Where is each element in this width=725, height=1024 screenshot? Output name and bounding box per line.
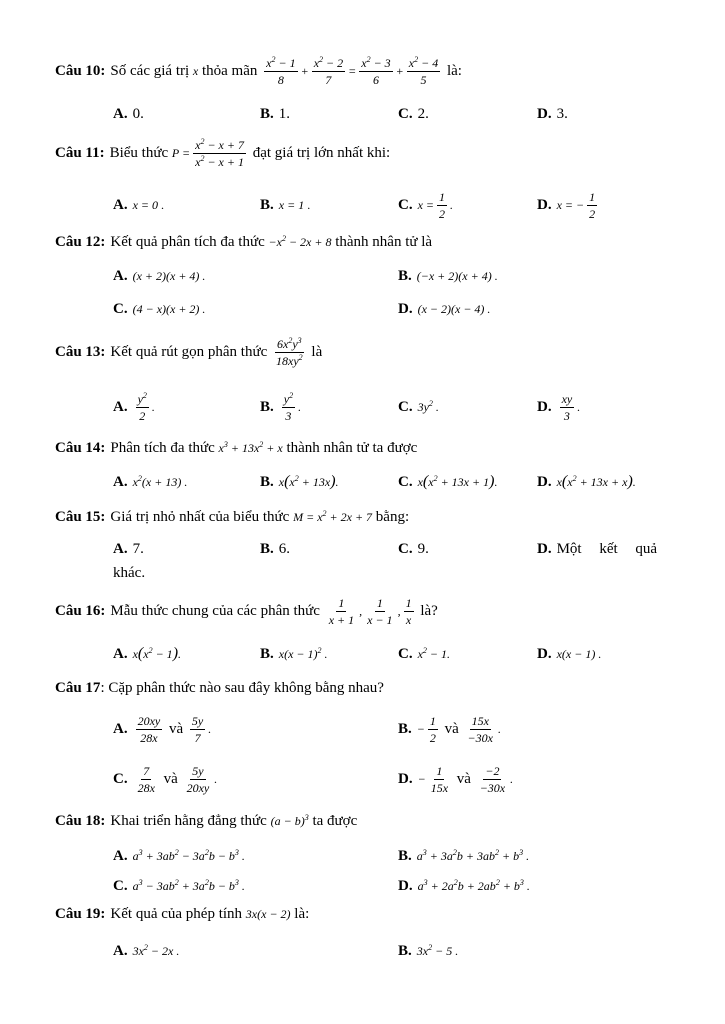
question-label: Câu 17 (55, 680, 101, 696)
option-a[interactable]: A. $a^3 + 3ab^2 - 3a^2b - b^3$ . (113, 847, 245, 864)
option-b[interactable]: B. $x(x^2 + 13x)$. (260, 473, 339, 490)
question-text: Phân tích đa thức (110, 440, 215, 456)
question-text: Mẫu thức chung của các phân thức (110, 603, 320, 619)
question-text: Biểu thức (109, 145, 169, 161)
question-text: là: (446, 63, 462, 79)
question-text: đạt giá trị lớn nhất khi: (252, 145, 391, 161)
option-b[interactable]: B. $\frac{y^2}{3}$ . (260, 390, 302, 423)
option-d[interactable]: D. − $\frac{1}{15x}$ và $\frac{-2}{-30x}$ . (398, 763, 514, 795)
math-variable: x (192, 64, 199, 78)
option-b[interactable]: B. (−x + 2)(x + 4) . (398, 267, 498, 284)
question-14 (55, 440, 695, 457)
question-label: Câu 15: (55, 509, 106, 525)
option-d[interactable]: D. Một kết quả (537, 540, 658, 557)
options-row (113, 265, 695, 287)
option-c[interactable]: C. 2. (398, 105, 429, 122)
option-a[interactable]: A. x = 0 . (113, 196, 165, 213)
question-15 (55, 509, 695, 526)
question-text: là (311, 344, 323, 360)
option-c[interactable]: C. $\frac{7}{28x}$ và $\frac{5y}{20xy}$ . (113, 763, 218, 795)
math-fraction: $\frac{x^2 - 2}{7}$ (313, 55, 344, 87)
options-row (113, 845, 695, 867)
question-label: Câu 19: (55, 906, 106, 922)
option-a[interactable]: A. $\frac{y^2}{2}$ . (113, 390, 155, 423)
math-fraction: $\frac{1}{x - 1}$ (367, 596, 393, 627)
math-fraction: $\frac{x^2 - 1}{8}$ (266, 55, 296, 87)
option-c[interactable]: C. $3y^2$ . (398, 398, 439, 415)
question-text: Kết quả phân tích đa thức (110, 234, 265, 250)
math-fraction: $\frac{1}{x}$ (405, 596, 412, 627)
math-fraction: $\frac{x^2 - x + 7}{x^2 - x + 1}$ (195, 137, 244, 169)
options-row (113, 538, 695, 560)
option-d[interactable]: D. x(x − 1) . (537, 645, 602, 662)
math-expression: $-x^2 - 2x + 8$ (268, 234, 332, 249)
option-c[interactable]: C. $x^2 - 1$. (398, 645, 451, 662)
option-d[interactable]: D. $a^3 + 2a^2b + 2ab^2 + b^3$ . (398, 877, 530, 894)
math-expression: $M = x^2 + 2x + 7$ (293, 509, 373, 524)
options-row (113, 189, 695, 221)
options-row (113, 713, 695, 745)
math-fraction: $\frac{x^2 - 3}{6}$ (361, 55, 391, 87)
question-text: thành nhân tử ta được (286, 440, 418, 456)
option-d[interactable]: D. $\frac{xy}{3}$ . (537, 391, 581, 423)
options-row (113, 103, 695, 125)
question-18 (55, 813, 695, 830)
question-label: Câu 14: (55, 440, 106, 456)
option-d[interactable]: D. 3. (537, 105, 568, 122)
question-16: Câu 16: Mẫu thức chung của các phân thức $\frac{1}{x + 1}$ , $\frac{1}{x - 1}$ , $\frac{1}{x}$ là? (55, 596, 438, 627)
option-a[interactable]: A. $\frac{20xy}{28x}$ và $\frac{5y}{7}$ . (113, 713, 212, 745)
question-10: Câu 10: Số các giá trị x thỏa mãn $\frac{x^2 - 1}{8}$ + $\frac{x^2 - 2}{7}$ = $\frac{x^2 - 3}{6}$ + $\frac{x^2 - 4}{5}$ là: (55, 55, 462, 87)
question-text: Kết quả rút gọn phân thức (110, 344, 268, 360)
question-19 (55, 906, 695, 923)
question-label: Câu 13: (55, 344, 106, 360)
question-label: Câu 10: (55, 63, 106, 79)
math-fraction: $\frac{x^2 - 4}{5}$ (408, 55, 439, 87)
question-label: Câu 12: (55, 234, 106, 250)
option-c[interactable]: C. x = $\frac{1}{2}$ . (398, 189, 454, 221)
math-expression: $x^3 + 13x^2 + x$ (218, 440, 283, 455)
option-c[interactable]: C. $a^3 - 3ab^2 + 3a^2b - b^3$ . (113, 877, 245, 894)
question-13 (55, 337, 695, 368)
question-text: Khai triển hằng đẳng thức (110, 813, 267, 829)
question-text: bằng: (375, 509, 410, 525)
question-text: là? (420, 603, 438, 619)
options-row (113, 298, 695, 320)
math-fraction: $\frac{1}{x + 1}$ (328, 596, 355, 627)
math-expression: P = (171, 146, 191, 160)
options-row (113, 390, 695, 423)
option-d-continuation: khác. (113, 564, 146, 581)
option-a[interactable]: A. $x^2(x + 13)$ . (113, 473, 188, 490)
question-text: là: (294, 906, 310, 922)
question-text: thỏa mãn (201, 63, 258, 79)
options-row (113, 875, 695, 897)
option-d[interactable]: D. $x(x^2 + 13x + x)$. (537, 473, 636, 490)
question-text: ta được (312, 813, 358, 829)
option-d[interactable]: D. x = − $\frac{1}{2}$ (537, 189, 596, 221)
option-a[interactable]: A. $3x^2 - 2x$ . (113, 942, 180, 959)
option-wrap-line (113, 562, 695, 584)
question-text: Số các giá trị (110, 63, 190, 79)
question-text: Giá trị nhỏ nhất của biểu thức (110, 509, 290, 525)
question-text: thành nhân tử là (335, 234, 433, 250)
option-a[interactable]: A. (x + 2)(x + 4) . (113, 267, 206, 284)
math-expression: $(a - b)^3$ (270, 813, 309, 828)
question-label: Câu 18: (55, 813, 106, 829)
question-17 (55, 680, 695, 697)
question-11 (55, 138, 695, 169)
question-label: Câu 16: (55, 603, 106, 619)
option-a[interactable]: A. $x(x^2 - 1)$. (113, 645, 182, 662)
question-12 (55, 234, 695, 251)
math-fraction: $\frac{6x^2y^3}{18xy^2}$ (276, 336, 303, 368)
options-row (113, 763, 695, 795)
option-b[interactable]: B. 1. (260, 105, 291, 122)
option-b[interactable]: B. − $\frac{1}{2}$ và $\frac{15x}{-30x}$ . (398, 713, 501, 745)
option-d[interactable]: D. (x − 2)(x − 4) . (398, 300, 491, 317)
option-b[interactable]: B. $a^3 + 3a^2b + 3ab^2 + b^3$ . (398, 847, 530, 864)
option-b[interactable]: B. x = 1 . (260, 196, 311, 213)
option-c[interactable]: C. (4 − x)(x + 2) . (113, 300, 206, 317)
options-row (113, 471, 695, 493)
option-b[interactable]: B. $x(x - 1)^2$ . (260, 645, 328, 662)
option-c[interactable]: C. 9. (398, 540, 429, 557)
option-a[interactable]: A. 7. (113, 540, 144, 557)
question-text: : Cặp phân thức nào sau đây không bằng nhau? (100, 680, 384, 696)
question-label: Câu 11: (55, 145, 105, 161)
option-a[interactable]: A. 0. (113, 105, 144, 122)
option-c[interactable]: C. $x(x^2 + 13x + 1)$. (398, 473, 498, 490)
options-row (113, 940, 695, 962)
option-b[interactable]: B. 6. (260, 540, 291, 557)
options-row (113, 643, 695, 665)
math-expression: 3x(x − 2) (245, 907, 291, 921)
question-text: Kết quả của phép tính (110, 906, 243, 922)
option-b[interactable]: B. $3x^2 - 5$ . (398, 942, 459, 959)
